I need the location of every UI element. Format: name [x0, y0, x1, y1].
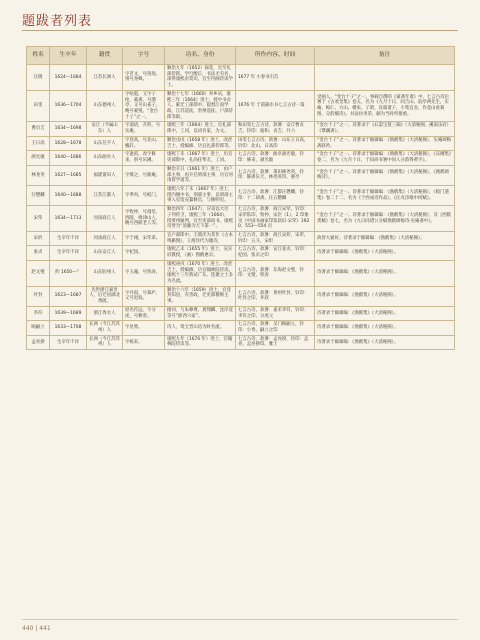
cell-rank: 官户部郎中。王渔洋为其作《古本鸣籁图》，王渔洋代为题诗。: [165, 231, 236, 245]
cell-work: 七言古诗，款署：曲阜颜光敏，钤印：修来，颜光敏: [236, 151, 315, 165]
cell-rank: 顺治四年（1647），应诏以大臣子列侍卫，康熙三年（1664），授黄州通判，官至吏部尚书，康熙帝誉为“清廉为天下第一”。: [165, 206, 236, 232]
cell-years: 生卒年不详: [50, 335, 87, 349]
cell-style-name: 字登高，号北山，槐轩。: [123, 136, 165, 150]
cell-notes: 故曾大通好。诗著录于颐辑编：《渔鹤集》（大清秘阁）。: [315, 231, 455, 245]
cell-notes: “金台十子”之一。诗著录于颐辑编：《渔鹤集》（大清秘阁），《乐圃集》卷二，名为《九月十日，于田尚书署中同人分韵得黄字》。: [315, 151, 455, 165]
cell-origin: 山东曲阜人: [87, 151, 123, 165]
cell-name: 宋炘: [27, 231, 50, 245]
cell-name: 宋荦: [27, 206, 50, 232]
cell-work: 七言古诗，款署：莆田林尧英，钤印：静斋乐天、林尧英印、惠亭: [236, 165, 315, 185]
column-header-rank: 功名、身份: [165, 47, 236, 65]
cell-origin: 江苏长洲人: [87, 65, 123, 91]
cell-rank: 诗人，筑宝晋山房为时名流。: [165, 321, 236, 335]
cell-rank: 顺治十七年（1660）举乡试，康熙三年（1664）进士，授中书舍人，累迁工部郎中、提督江南学政、江苏巡抚、贵州巡抚、户部侍郎等职。: [165, 90, 236, 122]
cell-rank: 擅词，与朱彝尊、龚翔麟、沈岸登等号“浙西六家”。: [165, 306, 236, 320]
cell-work: 七言古诗，款署：安丘张贞，钤印：杞园、张贞之印: [236, 246, 315, 260]
cell-origin: 河南商丘人: [87, 231, 123, 245]
cell-work: 1676 年 于前隔水书七言古诗一篇: [236, 90, 315, 122]
table-row: [27, 306, 455, 320]
cell-work: 七言古诗，款署：东海赵文璧，钤印：文璧、铁涛: [236, 260, 315, 286]
cell-notes: “金台十子”之一。诗著录于颐辑编：《渔鹤集》（大清秘阁），《蛟门遗集》卷二十二，名为《于西成诗作品》，《汪戊诗歌中同赋》。: [315, 185, 455, 205]
cell-years: 1633—1708: [50, 321, 87, 335]
cell-notes: “金台十子”之一。诗著录于颐辑编：《渔鹤集》（大清秘阁），及《西陂类稿》卷七，名为《九日同诸公分赋渔鹤颂梅诗·实庵斋中》。: [315, 206, 455, 232]
cell-years: 生卒年不详: [50, 246, 87, 260]
cell-notes: “金台十子”之一。诗著录于颐辑编：《渔鹤集》（大清秘阁），实庵颂梅斋联吟。: [315, 136, 455, 150]
table-row: [27, 151, 455, 165]
cell-name: 张贞: [27, 246, 50, 260]
cell-work: 七言古诗，款署：商丘宋荦，钤印：宋荦私印、牧仲、宋臣（1），2 印象见《中国书画家印鉴款识·宋荦》1920，553—554 页: [236, 206, 315, 232]
cell-work: 七言古诗，款署：江都汪懋麟，钤印：十二研斋、汪五懋麟: [236, 185, 315, 205]
cell-notes: 诗著录于颐辑编：《渔鹤集》（大清秘阁）。: [315, 246, 455, 260]
table-row: [27, 165, 455, 185]
cell-style-name: 字牧仲，号漫堂，西陂，绵津山人，晚号西陂老人等。: [123, 206, 165, 232]
table-row: [27, 231, 455, 245]
cell-name: 林尧英: [27, 165, 50, 185]
cell-notes: [315, 65, 455, 91]
cell-name: 曹贞吉: [27, 122, 50, 136]
table-row: [27, 90, 455, 122]
cell-years: 1623—1687: [50, 286, 87, 306]
table-row: [27, 206, 455, 232]
cell-notes: 诗著录于颐辑编：《渔鹤集》（大清秘阁）。: [315, 335, 455, 349]
cell-origin: 山东茌平人: [87, 136, 123, 150]
cell-origin: 先世浙江嘉善人，后迁居湖北黄陂。: [87, 286, 123, 306]
cell-style-name: 字于翊，宋荦弟。: [123, 231, 165, 245]
inscriber-table: [26, 46, 455, 350]
cell-rank: 康熙乙未（1655 年）进士，充实府教授，（画）图鹤惠贞。: [165, 246, 236, 260]
cell-years: 1639—1689: [50, 306, 87, 320]
cell-years: 1628—1678: [50, 136, 87, 150]
table-row: [27, 246, 455, 260]
cell-style-name: 字纶霞，又字子纶，蒙斋，号漪亭，又号山姜子，晚号蒙叟。“金台十子”之一。: [123, 90, 165, 122]
cell-work: 1677 年 小春书引首: [236, 65, 315, 91]
cell-name: 李符: [27, 306, 50, 320]
cell-origin: 长洲（今江苏苏州）人: [87, 321, 123, 335]
cell-years: 1624—1684: [50, 65, 87, 91]
cell-name: 孟亮揆: [27, 335, 50, 349]
table-row: [27, 185, 455, 205]
cell-notes: 受画人。“金台十子”之一。事载自撰的《蒙斋年谱》中，七言古诗后署于《古欢堂集》卷五，名为《九月十日，同吉山、阮亭两先生，实庵、梅仁、方山、楼来、子昭、良箴诸子，小集官舍，作竟山看菊图，分韵赋诗》。书法仿米芾，颇为当时所推重。: [315, 90, 455, 122]
column-header-name: 姓名: [27, 47, 50, 65]
cell-notes: 诗著录于颐辑编：《渔鹤集》（大清秘阁）。: [315, 260, 455, 286]
cell-notes: 诗著录于颐辑编：《渔鹤集》（大清秘阁）。: [315, 286, 455, 306]
table-row: [27, 65, 455, 91]
cell-rank: 康熙庚戌（1670 年）进士，改庶吉士，授编修，历官翰林院侍读。康熙十三年典试广东，选捷之士多为名流。: [165, 260, 236, 286]
cell-style-name: 字迪清，升阶，号实庵。: [123, 122, 165, 136]
cell-notes: 诗著录于颐辑编：《渔鹤集》（大清秘阁）。: [315, 306, 455, 320]
cell-rank: 康熙丁未（1667 年）进士，历官吏部郎中，孔尚任挚友，工词。: [165, 151, 236, 165]
cell-style-name: 字昆寒。: [123, 321, 165, 335]
cell-notes: “金台十子”之一。诗著录于《石渠宝笈三编》（大清秘阁，溪南乐府）《蕈藕斋》。: [315, 122, 455, 136]
cell-style-name: 字栎来。: [123, 335, 165, 349]
column-header-work: 所作内容、时间: [236, 47, 315, 65]
cell-rank: 顺治十六年（1659）进士，官登封知县，有善政，迁吏部稽勋主事。: [165, 286, 236, 306]
cell-rank: 顺治九年（1652）探花，官至礼部侍郎。学行醇正，书法尤有名，深得康熙帝赏识，官至内阁侍读学士。: [165, 65, 236, 91]
cell-origin: 福建莆田人: [87, 165, 123, 185]
cell-name: 王日高: [27, 136, 50, 150]
cell-style-name: 字逊甫，改字修来，别号乐圃。: [123, 151, 165, 165]
cell-years: 1640—1688: [50, 185, 87, 205]
footer-divider: [22, 619, 458, 620]
page-folio: 440 | 441: [22, 625, 51, 632]
cell-name: 顾嗣立: [27, 321, 50, 335]
cell-origin: 山东德州人: [87, 90, 123, 122]
table-row: [27, 335, 455, 349]
column-header-years: 生卒年: [50, 47, 87, 65]
cell-work: 七言古诗，款署：吴门顾嗣立，钤印：小秀、嗣立之印: [236, 321, 315, 335]
cell-name: 汪懋麟: [27, 185, 50, 205]
cell-years: 1636—1704: [50, 90, 87, 122]
cell-style-name: 字杞园。: [123, 246, 165, 260]
cell-name: 汪琬: [27, 65, 50, 91]
cell-origin: 安丘（今属山东）人: [87, 122, 123, 136]
cell-style-name: 字苕文，号钝翁，别号尧峰。: [123, 65, 165, 91]
cell-rank: 康熙六年丁未（1667 年）进士，授内阁中书，刑部主事，以刑部主事入史馆充纂修官，与修明史。: [165, 185, 236, 205]
cell-style-name: 原名符远，字分虎，号耕客。: [123, 306, 165, 320]
cell-work: 七言古诗，款署：嘉禾李符，钤印：李符之印、分虎父: [236, 306, 315, 320]
title-divider: [22, 30, 458, 31]
cell-origin: 江苏江都人: [87, 185, 123, 205]
cell-rank: 康熙九年（1670 年）进士，官翰林院侍读等。: [165, 335, 236, 349]
table-row: [27, 136, 455, 150]
table-row: [27, 286, 455, 306]
cell-years: 生卒年不详: [50, 231, 87, 245]
cell-origin: 河南商丘人: [87, 206, 123, 232]
cell-years: 1634—1713: [50, 206, 87, 232]
column-header-notes: 备注: [315, 47, 455, 65]
table-header-row: [27, 47, 455, 65]
cell-origin: 山东安丘人: [87, 246, 123, 260]
cell-style-name: 字慎之，号鹿庵。: [123, 165, 165, 185]
cell-origin: 浙江秀水人: [87, 306, 123, 320]
cell-style-name: 字玉藻，号铁涛。: [123, 260, 165, 286]
cell-notes: 诗著录于颐辑编：《渔鹤集》（大清秘阁）。: [315, 321, 455, 335]
cell-notes: “金台十子”之一。诗著录于颐辑编：《渔鹤集》（大清秘阁），《渔鹤颂梅诗》。: [315, 165, 455, 185]
cell-work: 田雯七言古诗，款署：山东王日高，钤印：北山，日高印: [236, 136, 315, 150]
column-header-style-name: 字号: [123, 47, 165, 65]
cell-rank: 康熙三年（1664）进士，官礼部郎中，工词，以词名家，为文。: [165, 122, 236, 136]
cell-rank: 顺治辛丑（1661 年）进士，由户部主事，再升任刑部主事，历官河南督学道等。: [165, 165, 236, 185]
cell-name: 颜光敏: [27, 151, 50, 165]
page-title: 题跋者列表: [22, 14, 93, 29]
table-row: [27, 260, 455, 286]
cell-work: 和田雯七言古诗，款署：安丘曹贞吉，钤印：迪和、贞吉、升六: [236, 122, 315, 136]
cell-name: 叶封: [27, 286, 50, 306]
cell-years: 约 1650—？: [50, 260, 87, 286]
cell-style-name: 字季甪，号蛟门。: [123, 185, 165, 205]
cell-years: 1634—1698: [50, 122, 87, 136]
cell-origin: 长洲（今江苏苏州）人: [87, 335, 123, 349]
cell-work: 七言古诗，款署：黄州叶封，钤印：叶封之印、井叔: [236, 286, 315, 306]
cell-work: 七言古诗，款署：孟亮揆，钤印：孟亮、孟亮揆印、雅士: [236, 335, 315, 349]
cell-name: 赵文璧: [27, 260, 50, 286]
cell-name: 田雯: [27, 90, 50, 122]
cell-rank: 顺治戊戌（1658 年）进士，改庶吉士，授编修，历官礼部侍郎等。: [165, 136, 236, 150]
table-row: [27, 321, 455, 335]
cell-origin: 山东胶州人: [87, 260, 123, 286]
cell-work: 七言古诗，款署：商丘宋炘，宋荦，钤印：五斗，宋炘: [236, 231, 315, 245]
cell-years: 1627—1685: [50, 165, 87, 185]
cell-years: 1640—1686: [50, 151, 87, 165]
table-body: [27, 65, 455, 350]
column-header-origin: 籍贯: [87, 47, 123, 65]
table-row: [27, 122, 455, 136]
cell-style-name: 字井叔，号慕庐，又号退翁。: [123, 286, 165, 306]
